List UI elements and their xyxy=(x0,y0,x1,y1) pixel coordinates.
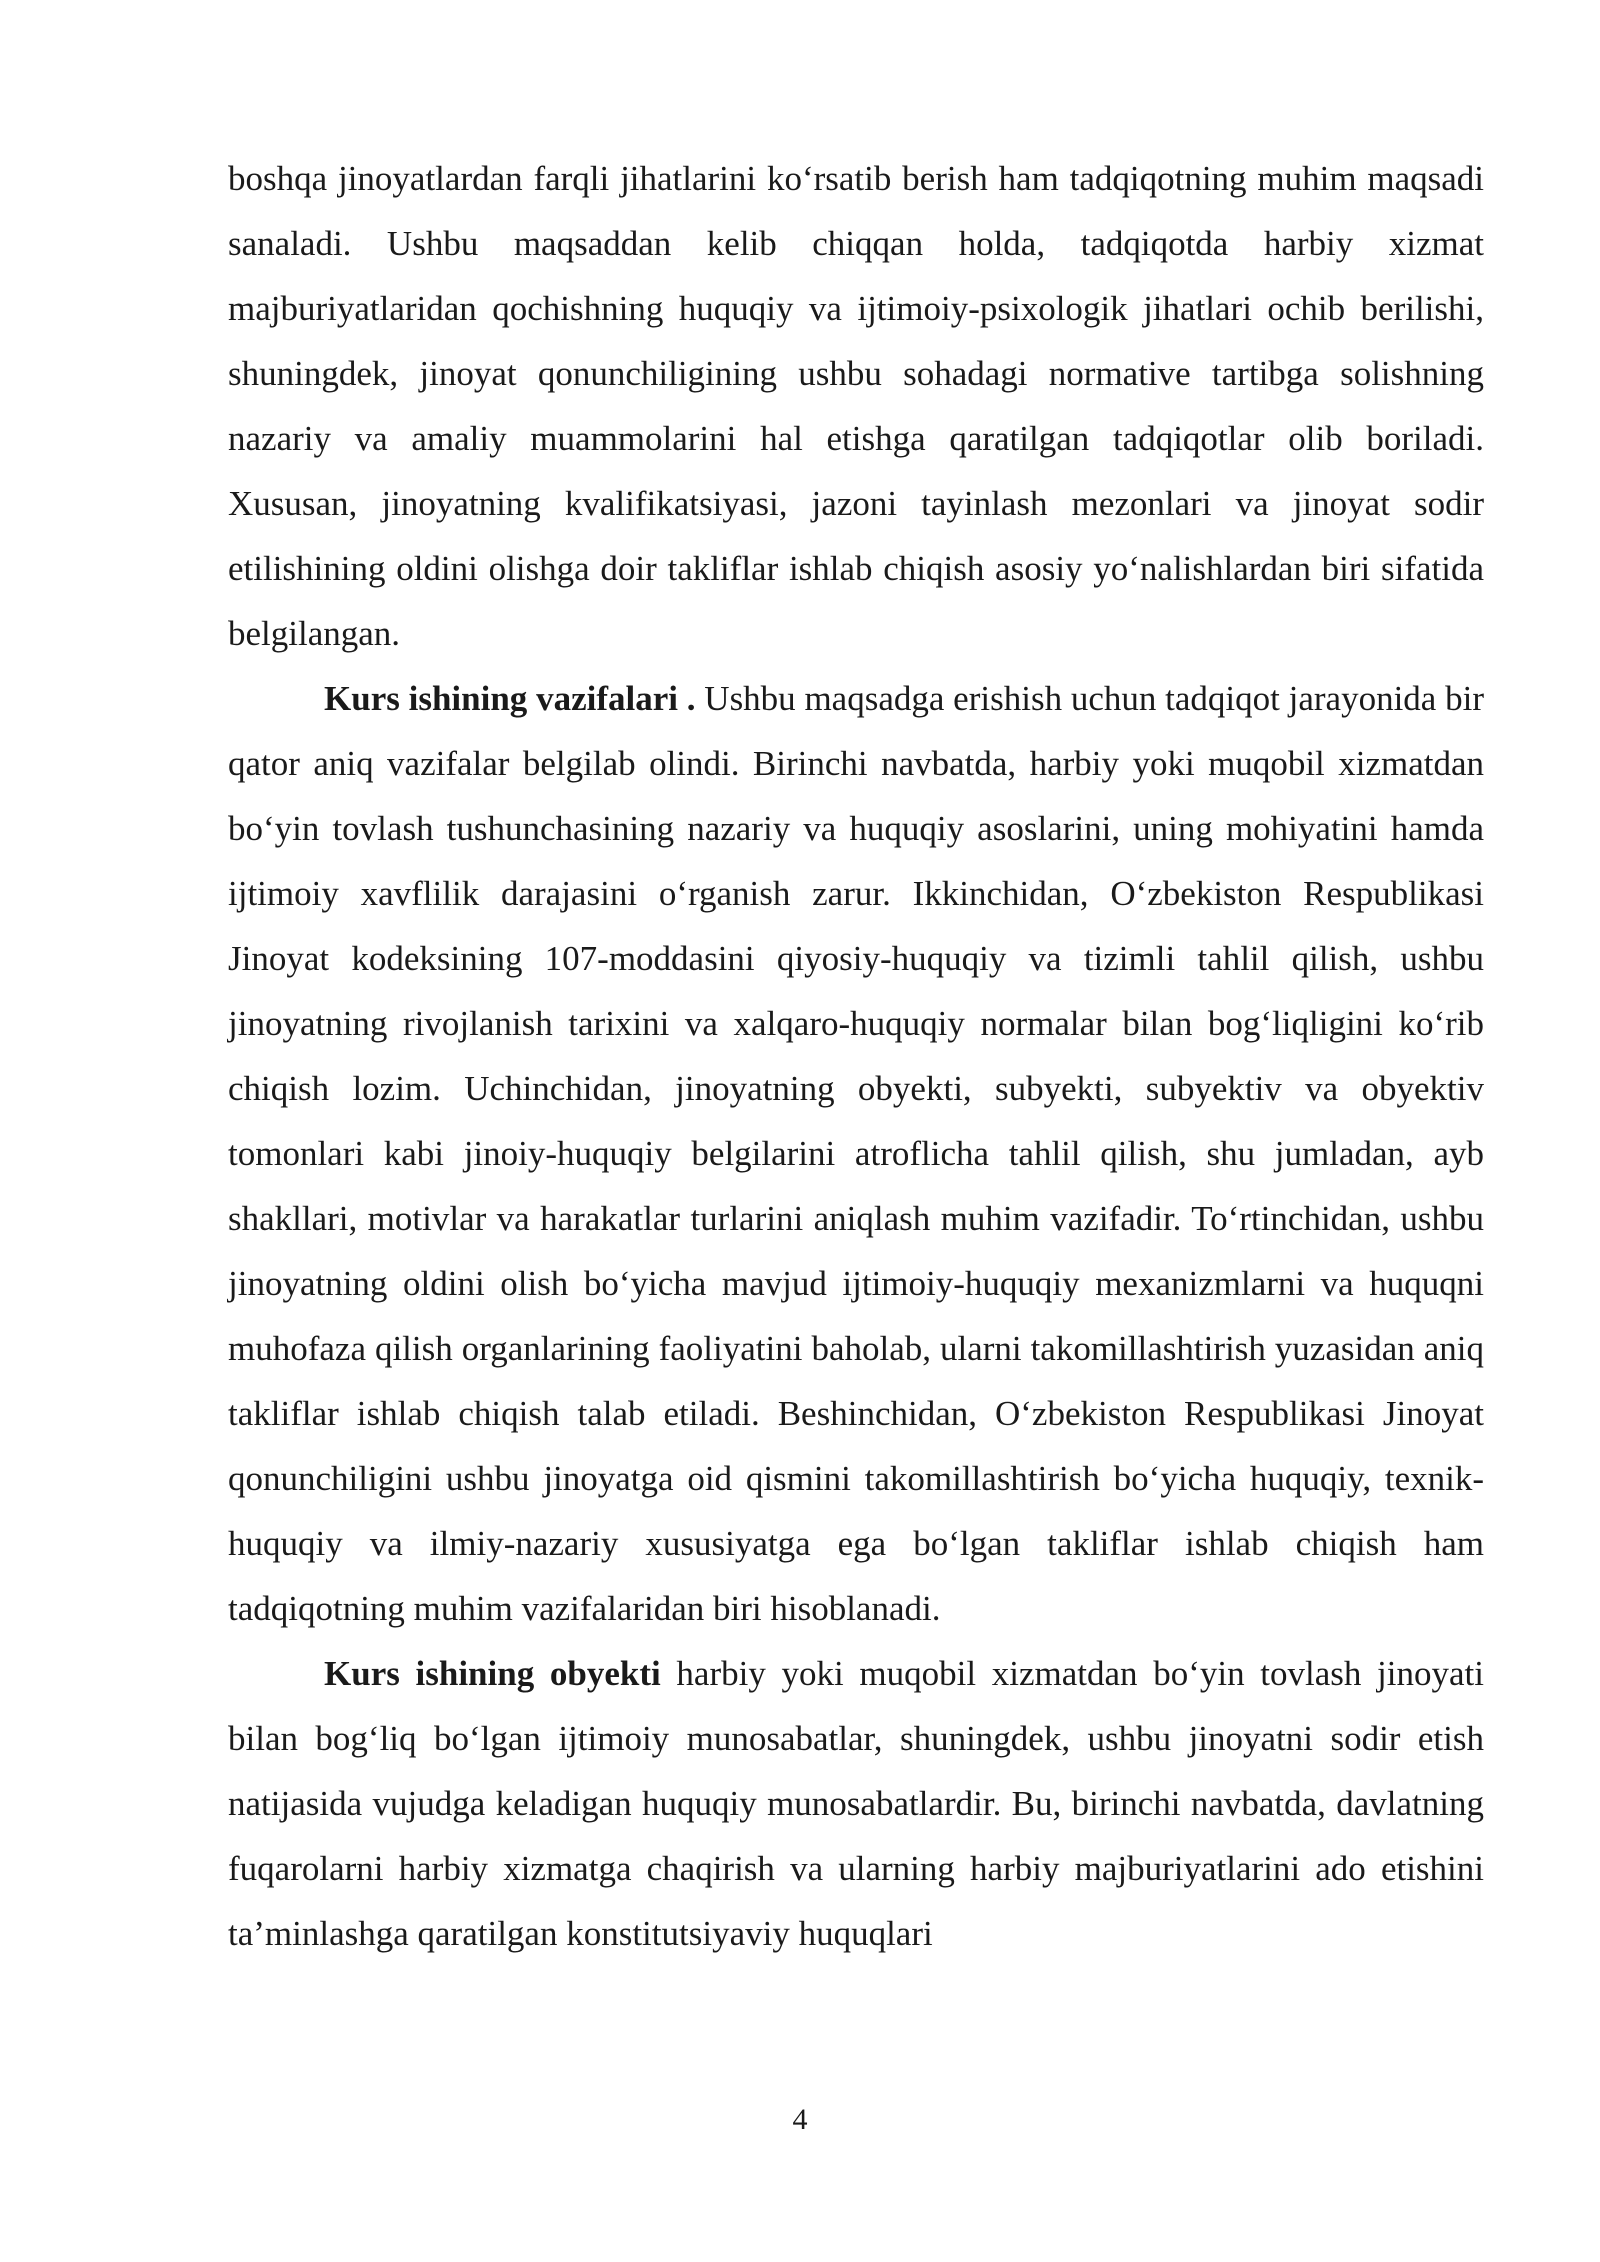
paragraph-3-text: harbiy yoki muqobil xizmatdan bo‘yin tovlash jinoyati bilan bog‘liq bo‘lgan ijtimoiy munosabatlar, shuningdek, ushbu jinoyatni sodir etish natijasida vujudga keladigan huquqiy munosabatlardir. Bu, birinchi navbatda, davlatning fuqarolarni harbiy xizmatga chaqirish va ularning harbiy majburiyatlarini ado etishini ta’minlashga qaratilgan konstitutsiyaviy huquqlari xyxy=(228,1654,1484,1953)
document-body xyxy=(228,146,1484,1966)
paragraph-1-text: boshqa jinoyatlardan farqli jihatlarini ko‘rsatib berish ham tadqiqotning muhim maqsadi sanaladi. Ushbu maqsaddan kelib chiqqan holda, tadqiqotda harbiy xizmat majburiyatlaridan qochishning huquqiy va ijtimoiy-psixologik jihatlari ochib berilishi, shuningdek, jinoyat qonunchiligining ushbu sohadagi normative tartibga solishning nazariy va amaliy muammolarini hal etishga qaratilgan tadqiqotlar olib boriladi. Xususan, jinoyatning kvalifikatsiyasi, jazoni tayinlash mezonlari va jinoyat sodir etilishining oldini olishga doir takliflar ishlab chiqish asosiy yo‘nalishlardan biri sifatida belgilangan. xyxy=(228,159,1484,653)
paragraph-2-text: Ushbu maqsadga erishish uchun tadqiqot jarayonida bir qator aniq vazifalar belgilab olindi. Birinchi navbatda, harbiy yoki muqobil xizmatdan bo‘yin tovlash tushunchasining nazariy va huquqiy asoslarini, uning mohiyatini hamda ijtimoiy xavflilik darajasini o‘rganish zarur. Ikkinchidan, O‘zbekiston Respublikasi Jinoyat kodeksining 107-moddasini qiyosiy-huquqiy va tizimli tahlil qilish, ushbu jinoyatning rivojlanish tarixini va xalqaro-huquqiy normalar bilan bog‘liqligini ko‘rib chiqish lozim. Uchinchidan, jinoyatning obyekti, subyekti, subyektiv va obyektiv tomonlari kabi jinoiy-huquqiy belgilarini atroflicha tahlil qilish, shu jumladan, ayb shakllari, motivlar va harakatlar turlarini aniqlash muhim vazifadir. To‘rtinchidan, ushbu jinoyatning oldini olish bo‘yicha mavjud ijtimoiy-huquqiy mexanizmlarni va huquqni muhofaza qilish organlarining faoliyatini baholab, ularni takomillashtirish yuzasidan aniq takliflar ishlab chiqish talab etiladi. Beshinchidan, O‘zbekiston Respublikasi Jinoyat qonunchiligini ushbu jinoyatga oid qismini takomillashtirish bo‘yicha huquqiy, texnik-huquqiy va ilmiy-nazariy xususiyatga ega bo‘lgan takliflar ishlab chiqish ham tadqiqotning muhim vazifalaridan biri hisoblanadi. xyxy=(228,679,1484,1628)
paragraph-2-heading: Kurs ishining vazifalari . xyxy=(324,679,696,718)
paragraph-1 xyxy=(228,146,1484,666)
page-number: 4 xyxy=(792,2103,808,2136)
paragraph-3 xyxy=(228,1641,1484,1966)
paragraph-2 xyxy=(228,666,1484,1641)
paragraph-3-heading: Kurs ishining obyekti xyxy=(324,1654,661,1693)
